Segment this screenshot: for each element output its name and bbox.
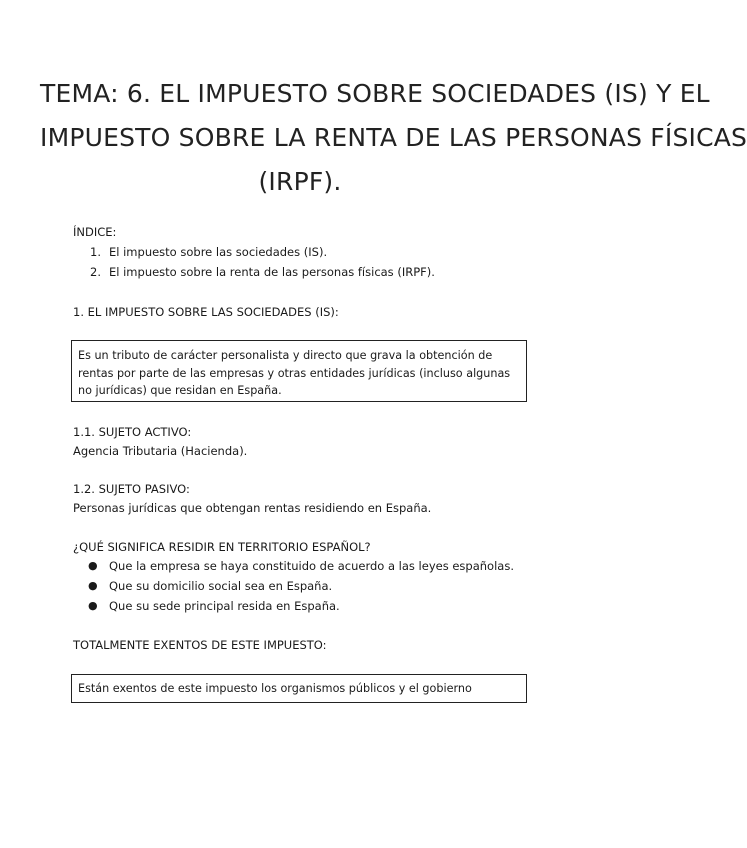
bullet-icon: ● [88, 599, 98, 612]
residir-heading: ¿QUÉ SIGNIFICA RESIDIR EN TERRITORIO ESPAÑOL? [73, 540, 371, 554]
definition-box: Es un tributo de carácter personalista y directo que grava la obtención de rentas por parte de las empresas y otras entidades jurídicas (incluso algunas no jurídicas) que residan en España. [71, 340, 527, 402]
residir-item-2: Que su domicilio social sea en España. [109, 579, 333, 593]
title-line-2: IMPUESTO SOBRE LA RENTA DE LAS PERSONAS FÍSICAS [40, 123, 747, 152]
residir-item-1: Que la empresa se haya constituido de acuerdo a las leyes españolas. [109, 559, 514, 573]
sujeto-activo-text: Agencia Tributaria (Hacienda). [73, 444, 248, 458]
sujeto-activo-heading: 1.1. SUJETO ACTIVO: [73, 425, 192, 439]
bullet-icon: ● [88, 579, 98, 592]
index-item-1-number: 1. [90, 245, 101, 259]
exentos-heading: TOTALMENTE EXENTOS DE ESTE IMPUESTO: [73, 638, 327, 652]
sujeto-pasivo-heading: 1.2. SUJETO PASIVO: [73, 482, 190, 496]
exentos-box: Están exentos de este impuesto los organismos públicos y el gobierno [71, 674, 527, 703]
index-item-1: El impuesto sobre las sociedades (IS). [109, 245, 328, 259]
index-item-2: El impuesto sobre la renta de las personas físicas (IRPF). [109, 265, 435, 279]
index-heading: ÍNDICE: [73, 225, 117, 239]
document-title [40, 72, 747, 204]
title-line-1: TEMA: 6. EL IMPUESTO SOBRE SOCIEDADES (IS) Y EL [40, 79, 710, 108]
title-line-3: (IRPF). [258, 167, 342, 196]
sujeto-pasivo-text: Personas jurídicas que obtengan rentas residiendo en España. [73, 501, 432, 515]
index-item-2-number: 2. [90, 265, 101, 279]
section-1-heading: 1. EL IMPUESTO SOBRE LAS SOCIEDADES (IS): [73, 305, 339, 319]
residir-item-3: Que su sede principal resida en España. [109, 599, 340, 613]
bullet-icon: ● [88, 559, 98, 572]
